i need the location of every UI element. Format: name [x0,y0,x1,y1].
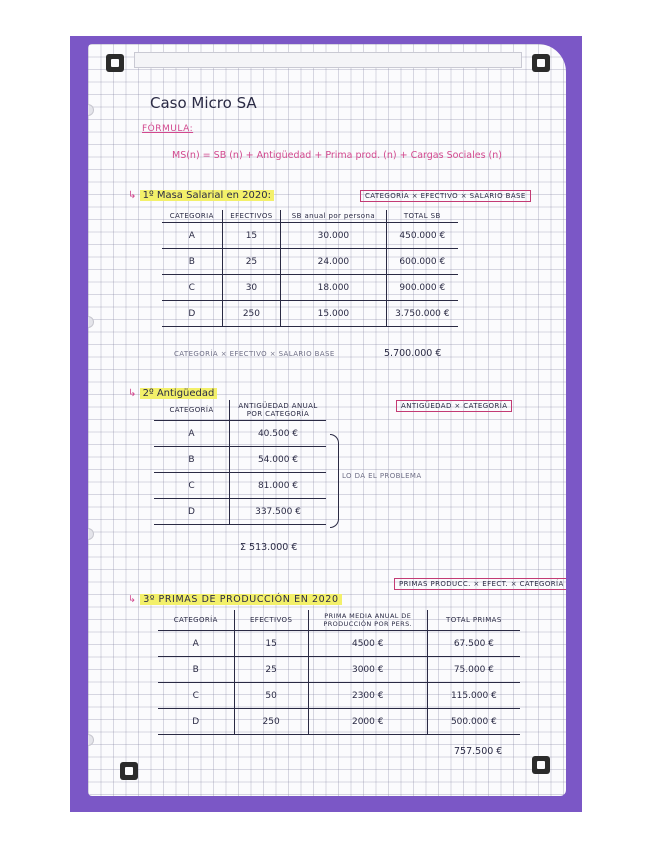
table-cell: B [154,447,230,473]
salary-table [162,210,458,327]
table-cell: 25 [222,249,281,275]
table-cell: 15.000 [281,301,386,327]
table-row [154,421,326,447]
table-cell: 3.750.000 € [386,301,458,327]
section1-footer-note: CATEGORÍA × EFECTIVO × SALARIO BASE [174,350,335,358]
table-cell: 250 [222,301,281,327]
page-header-strip [134,52,522,68]
bracket-note: LO DA EL PROBLEMA [342,472,422,480]
table-cell: 81.000 € [230,473,327,499]
table-cell: 24.000 [281,249,386,275]
table-cell: A [158,631,234,657]
section2-heading: ↳ 2º Antigüedad [128,388,217,399]
binder-hole-icon [88,316,94,328]
column-header: EFECTIVOS [222,210,281,223]
table-cell: A [154,421,230,447]
column-header: CATEGORIA [162,210,222,223]
table-row [158,709,520,735]
section2-formula-box: ANTIGÜEDAD × CATEGORÍA [396,400,512,412]
table-row [158,631,520,657]
column-header: SB anual por persona [281,210,386,223]
table-cell: 3000 € [308,657,427,683]
corner-marker-icon [532,54,550,72]
page-title: Caso Micro SA [150,94,257,112]
table-cell: 4500 € [308,631,427,657]
table-cell: 2300 € [308,683,427,709]
table-cell: 2000 € [308,709,427,735]
section2-total: Σ 513.000 € [240,542,298,553]
table-cell: 30.000 [281,223,386,249]
table-cell: B [162,249,222,275]
bracket-brace [330,434,339,528]
table-cell: A [162,223,222,249]
table-cell: 50 [234,683,308,709]
table-row [154,473,326,499]
table-cell: 600.000 € [386,249,458,275]
table-cell: 15 [234,631,308,657]
column-header: PRIMA MEDIA ANUAL DE PRODUCCIÓN POR PERS. [308,610,427,631]
table-row [162,223,458,249]
table-cell: 15 [222,223,281,249]
table-header-row [154,400,326,421]
binder-hole-icon [88,734,94,746]
column-header: TOTAL PRIMAS [427,610,520,631]
formula-text: MS(n) = SB (n) + Antigüedad + Prima prod. (n) + Cargas Sociales (n) [172,150,502,161]
table-header-row [158,610,520,631]
section1-heading: ↳ 1º Masa Salarial en 2020: [128,190,274,201]
corner-marker-icon [106,54,124,72]
table-cell: D [162,301,222,327]
column-header: ANTIGÜEDAD ANUAL POR CATEGORÍA [230,400,327,421]
table-cell: D [154,499,230,525]
binder-hole-icon [88,104,94,116]
corner-marker-icon [120,762,138,780]
table-cell: 18.000 [281,275,386,301]
table-cell: 54.000 € [230,447,327,473]
table-cell: 25 [234,657,308,683]
table-row [154,499,326,525]
table-cell: C [162,275,222,301]
section1-formula-box: CATEGORÍA × EFECTIVO × SALARIO BASE [360,190,531,202]
column-header: CATEGORÍA [154,400,230,421]
seniority-table [154,400,326,525]
table-cell: D [158,709,234,735]
column-header: EFECTIVOS [234,610,308,631]
table-cell: 900.000 € [386,275,458,301]
table-row [162,301,458,327]
table-cell: C [154,473,230,499]
table-cell: C [158,683,234,709]
corner-marker-icon [532,756,550,774]
table-cell: 67.500 € [427,631,520,657]
section3-formula-box: PRIMAS PRODUCC. × EFECT. × CATEGORÍA [394,578,566,590]
table-cell: 450.000 € [386,223,458,249]
section1-total: 5.700.000 € [384,348,442,359]
table-cell: 75.000 € [427,657,520,683]
table-row [158,683,520,709]
table-header-row [162,210,458,223]
table-cell: 500.000 € [427,709,520,735]
binder-hole-icon [88,528,94,540]
notebook-page [88,44,566,796]
column-header: TOTAL SB [386,210,458,223]
production-bonus-table [158,610,520,735]
table-row [154,447,326,473]
table-cell: 337.500 € [230,499,327,525]
table-cell: 40.500 € [230,421,327,447]
table-cell: 250 [234,709,308,735]
table-cell: 30 [222,275,281,301]
table-cell: B [158,657,234,683]
section3-total: 757.500 € [454,746,503,757]
section3-heading: ↳ 3º PRIMAS DE PRODUCCIÓN EN 2020 [128,594,342,605]
table-cell: 115.000 € [427,683,520,709]
table-row [162,249,458,275]
table-row [158,657,520,683]
column-header: CATEGORÍA [158,610,234,631]
formula-label: FÓRMULA: [142,124,194,134]
table-row [162,275,458,301]
